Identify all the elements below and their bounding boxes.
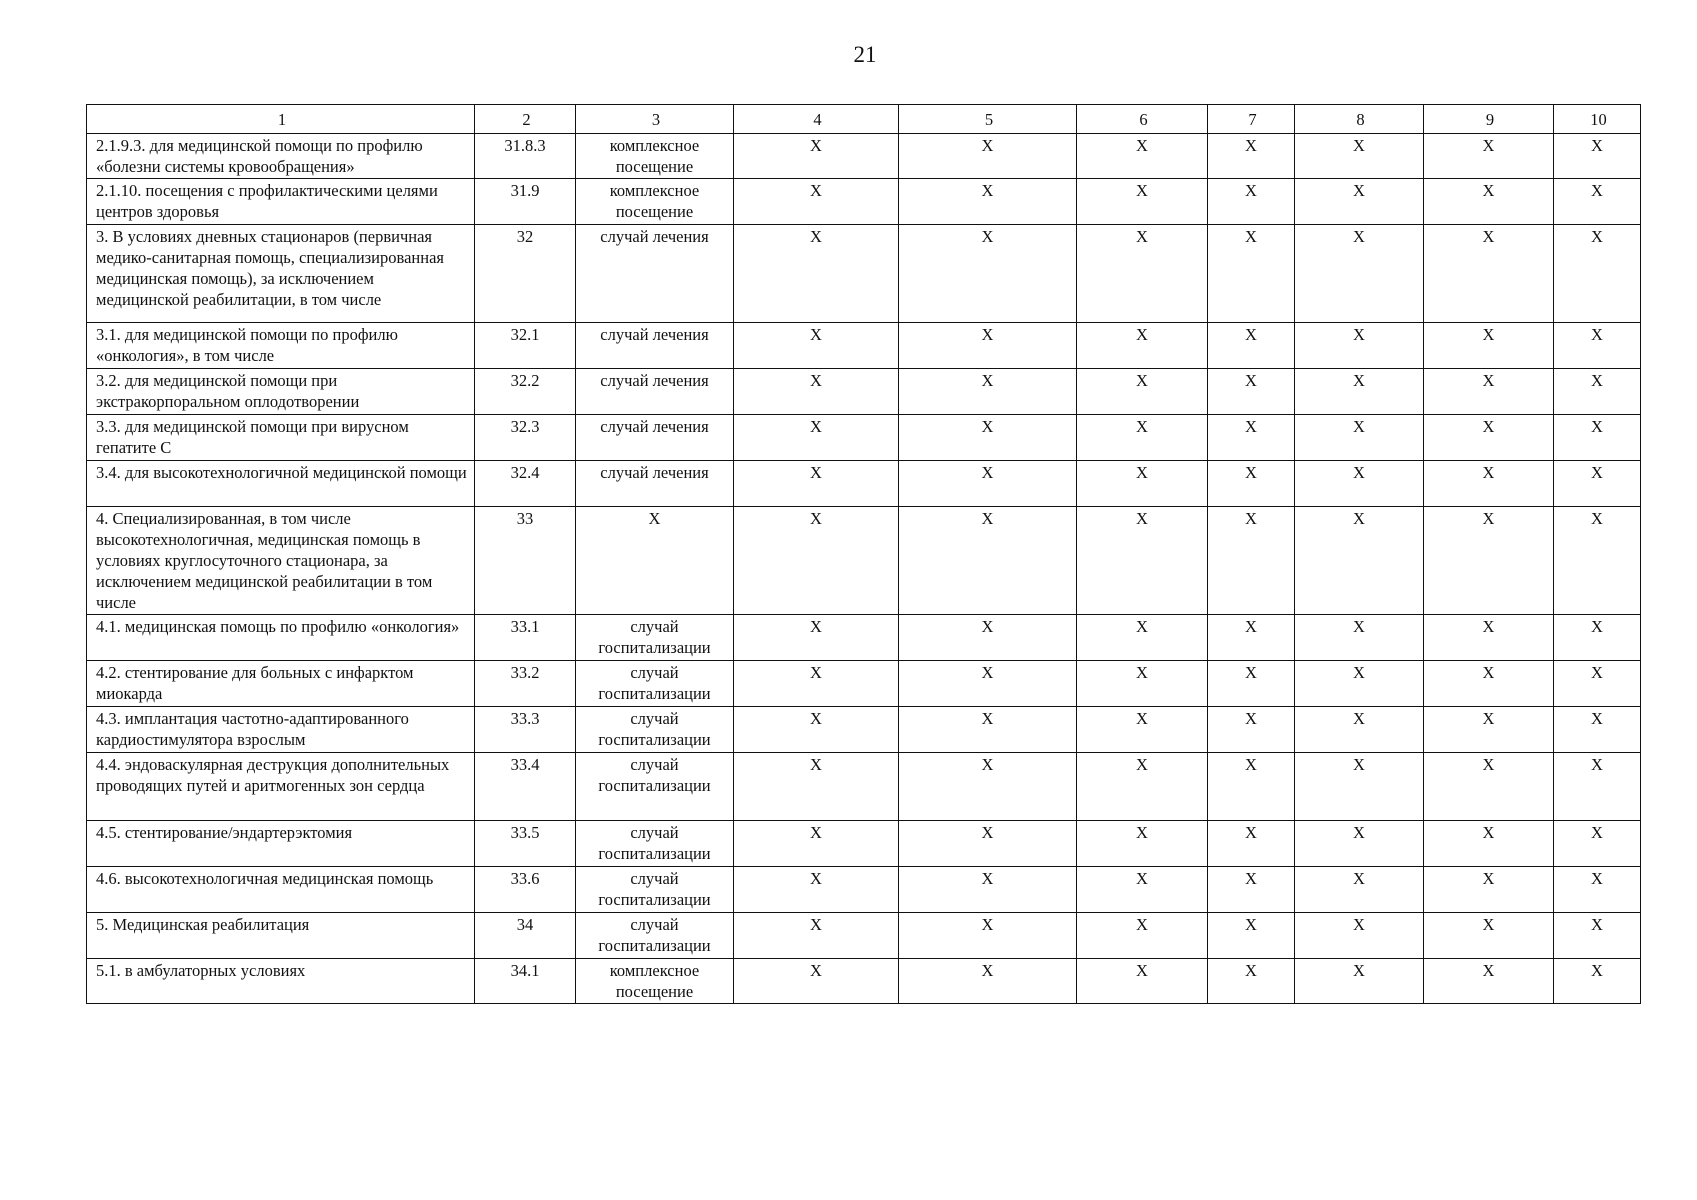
row-code-cell: 33.5 <box>475 821 576 867</box>
value-cell: X <box>1295 959 1424 1004</box>
value-cell: X <box>734 753 899 821</box>
value-cell: X <box>1554 179 1641 225</box>
value-cell: X <box>1077 323 1208 369</box>
row-name-cell: 4.3. имплантация частотно-адаптированного кардиостимулятора взрослым <box>87 707 475 753</box>
value-cell: X <box>1554 507 1641 615</box>
value-cell: X <box>1554 959 1641 1004</box>
value-cell: X <box>899 134 1077 179</box>
value-cell: X <box>1295 753 1424 821</box>
value-cell: X <box>734 821 899 867</box>
row-code-cell: 32.2 <box>475 369 576 415</box>
value-cell: X <box>1295 461 1424 507</box>
value-cell: X <box>899 615 1077 661</box>
value-cell: X <box>1554 225 1641 323</box>
row-unit-cell: случай лечения <box>576 369 734 415</box>
value-cell: X <box>1208 461 1295 507</box>
value-cell: X <box>1077 867 1208 913</box>
value-cell: X <box>1077 661 1208 707</box>
value-cell: X <box>1295 225 1424 323</box>
value-cell: X <box>1208 867 1295 913</box>
row-code-cell: 33.2 <box>475 661 576 707</box>
value-cell: X <box>734 615 899 661</box>
value-cell: X <box>899 821 1077 867</box>
value-cell: X <box>1208 323 1295 369</box>
value-cell: X <box>734 134 899 179</box>
column-header: 3 <box>576 105 734 134</box>
row-name-cell: 3.2. для медицинской помощи при экстракорпоральном оплодотворении <box>87 369 475 415</box>
row-name-cell: 4.5. стентирование/эндартерэктомия <box>87 821 475 867</box>
value-cell: X <box>734 415 899 461</box>
value-cell: X <box>1424 867 1554 913</box>
value-cell: X <box>1077 507 1208 615</box>
value-cell: X <box>1077 615 1208 661</box>
table-row <box>87 615 1641 661</box>
row-unit-cell: случай лечения <box>576 225 734 323</box>
value-cell: X <box>734 867 899 913</box>
value-cell: X <box>1554 867 1641 913</box>
value-cell: X <box>734 323 899 369</box>
value-cell: X <box>1077 369 1208 415</box>
table-row <box>87 415 1641 461</box>
value-cell: X <box>1077 415 1208 461</box>
value-cell: X <box>899 661 1077 707</box>
value-cell: X <box>1554 323 1641 369</box>
value-cell: X <box>1554 615 1641 661</box>
value-cell: X <box>1077 707 1208 753</box>
value-cell: X <box>1208 821 1295 867</box>
value-cell: X <box>899 753 1077 821</box>
row-name-cell: 2.1.10. посещения с профилактическими целями центров здоровья <box>87 179 475 225</box>
value-cell: X <box>899 323 1077 369</box>
value-cell: X <box>1554 461 1641 507</box>
row-unit-cell: случай госпитализации <box>576 753 734 821</box>
value-cell: X <box>1424 507 1554 615</box>
value-cell: X <box>1077 959 1208 1004</box>
value-cell: X <box>1208 753 1295 821</box>
row-unit-cell: случай госпитализации <box>576 615 734 661</box>
value-cell: X <box>899 461 1077 507</box>
table-row <box>87 867 1641 913</box>
value-cell: X <box>1554 369 1641 415</box>
value-cell: X <box>1554 661 1641 707</box>
row-code-cell: 31.9 <box>475 179 576 225</box>
table-header-row <box>87 105 1641 134</box>
table-row <box>87 959 1641 1004</box>
value-cell: X <box>1554 134 1641 179</box>
row-code-cell: 33.1 <box>475 615 576 661</box>
table-row <box>87 707 1641 753</box>
table-row <box>87 821 1641 867</box>
value-cell: X <box>899 867 1077 913</box>
value-cell: X <box>1208 415 1295 461</box>
value-cell: X <box>1077 225 1208 323</box>
value-cell: X <box>899 913 1077 959</box>
row-code-cell: 32.1 <box>475 323 576 369</box>
row-unit-cell: случай госпитализации <box>576 867 734 913</box>
value-cell: X <box>1424 179 1554 225</box>
row-unit-cell: случай госпитализации <box>576 661 734 707</box>
value-cell: X <box>1295 913 1424 959</box>
table-row <box>87 913 1641 959</box>
value-cell: X <box>1424 707 1554 753</box>
value-cell: X <box>899 959 1077 1004</box>
row-code-cell: 32 <box>475 225 576 323</box>
value-cell: X <box>1295 323 1424 369</box>
value-cell: X <box>1424 913 1554 959</box>
value-cell: X <box>1295 867 1424 913</box>
value-cell: X <box>1208 225 1295 323</box>
value-cell: X <box>1424 134 1554 179</box>
row-unit-cell: случай лечения <box>576 461 734 507</box>
row-unit-cell: комплексное посещение <box>576 959 734 1004</box>
value-cell: X <box>1208 661 1295 707</box>
value-cell: X <box>899 225 1077 323</box>
row-code-cell: 33.4 <box>475 753 576 821</box>
value-cell: X <box>1554 821 1641 867</box>
value-cell: X <box>1554 753 1641 821</box>
column-header: 1 <box>87 105 475 134</box>
value-cell: X <box>734 959 899 1004</box>
value-cell: X <box>1295 179 1424 225</box>
row-name-cell: 3.4. для высокотехнологичной медицинской помощи <box>87 461 475 507</box>
table-row <box>87 179 1641 225</box>
value-cell: X <box>734 461 899 507</box>
row-unit-cell: случай лечения <box>576 415 734 461</box>
row-name-cell: 4.1. медицинская помощь по профилю «онкология» <box>87 615 475 661</box>
value-cell: X <box>1295 821 1424 867</box>
value-cell: X <box>1424 369 1554 415</box>
value-cell: X <box>1208 134 1295 179</box>
value-cell: X <box>1077 821 1208 867</box>
value-cell: X <box>1295 369 1424 415</box>
value-cell: X <box>1424 615 1554 661</box>
row-unit-cell: комплексное посещение <box>576 179 734 225</box>
value-cell: X <box>1208 507 1295 615</box>
value-cell: X <box>899 507 1077 615</box>
value-cell: X <box>1424 461 1554 507</box>
value-cell: X <box>1208 913 1295 959</box>
value-cell: X <box>1554 707 1641 753</box>
row-unit-cell: случай госпитализации <box>576 913 734 959</box>
column-header: 2 <box>475 105 576 134</box>
value-cell: X <box>1424 225 1554 323</box>
value-cell: X <box>734 369 899 415</box>
value-cell: X <box>1295 507 1424 615</box>
column-header: 7 <box>1208 105 1295 134</box>
value-cell: X <box>1424 959 1554 1004</box>
value-cell: X <box>1208 707 1295 753</box>
value-cell: X <box>1077 913 1208 959</box>
row-code-cell: 34.1 <box>475 959 576 1004</box>
value-cell: X <box>734 179 899 225</box>
row-name-cell: 2.1.9.3. для медицинской помощи по профилю «болезни системы кровообращения» <box>87 134 475 179</box>
value-cell: X <box>1295 415 1424 461</box>
row-name-cell: 5. Медицинская реабилитация <box>87 913 475 959</box>
value-cell: X <box>1424 661 1554 707</box>
value-cell: X <box>1295 615 1424 661</box>
value-cell: X <box>1077 179 1208 225</box>
table-row <box>87 461 1641 507</box>
row-code-cell: 31.8.3 <box>475 134 576 179</box>
value-cell: X <box>1077 134 1208 179</box>
value-cell: X <box>1554 913 1641 959</box>
value-cell: X <box>1077 753 1208 821</box>
table-row <box>87 323 1641 369</box>
row-unit-cell: случай лечения <box>576 323 734 369</box>
value-cell: X <box>1295 661 1424 707</box>
column-header: 4 <box>734 105 899 134</box>
value-cell: X <box>734 661 899 707</box>
value-cell: X <box>1424 753 1554 821</box>
column-header: 5 <box>899 105 1077 134</box>
table-body <box>87 105 1641 1004</box>
table-row <box>87 507 1641 615</box>
page-number: 21 <box>853 42 877 67</box>
table-row <box>87 369 1641 415</box>
row-code-cell: 32.4 <box>475 461 576 507</box>
row-name-cell: 3. В условиях дневных стационаров (первичная медико-санитарная помощь, специализированная медицинская помощь), за исключением медицинской реабилитации, в том числе <box>87 225 475 323</box>
table-row <box>87 753 1641 821</box>
value-cell: X <box>899 415 1077 461</box>
value-cell: X <box>899 707 1077 753</box>
row-unit-cell: случай госпитализации <box>576 707 734 753</box>
table-row <box>87 134 1641 179</box>
row-code-cell: 33 <box>475 507 576 615</box>
value-cell: X <box>1208 179 1295 225</box>
row-unit-cell: комплексное посещение <box>576 134 734 179</box>
value-cell: X <box>1424 821 1554 867</box>
row-name-cell: 4.2. стентирование для больных с инфарктом миокарда <box>87 661 475 707</box>
row-name-cell: 3.3. для медицинской помощи при вирусном гепатите С <box>87 415 475 461</box>
row-name-cell: 3.1. для медицинской помощи по профилю «онкология», в том числе <box>87 323 475 369</box>
column-header: 8 <box>1295 105 1424 134</box>
value-cell: X <box>1077 461 1208 507</box>
row-name-cell: 4. Специализированная, в том числе высокотехнологичная, медицинская помощь в условиях круглосуточного стационара, за исключением медицинской реабилитации в том числе <box>87 507 475 615</box>
value-cell: X <box>734 225 899 323</box>
table-row <box>87 661 1641 707</box>
value-cell: X <box>1208 615 1295 661</box>
value-cell: X <box>734 913 899 959</box>
data-table <box>86 104 1641 1004</box>
value-cell: X <box>734 707 899 753</box>
value-cell: X <box>734 507 899 615</box>
column-header: 10 <box>1554 105 1641 134</box>
value-cell: X <box>899 369 1077 415</box>
value-cell: X <box>1295 707 1424 753</box>
value-cell: X <box>1424 323 1554 369</box>
value-cell: X <box>1424 415 1554 461</box>
row-unit-cell: случай госпитализации <box>576 821 734 867</box>
row-name-cell: 4.6. высокотехнологичная медицинская помощь <box>87 867 475 913</box>
row-name-cell: 4.4. эндоваскулярная деструкция дополнительных проводящих путей и аритмогенных зон сердца <box>87 753 475 821</box>
row-code-cell: 32.3 <box>475 415 576 461</box>
column-header: 6 <box>1077 105 1208 134</box>
row-code-cell: 34 <box>475 913 576 959</box>
row-unit-cell: X <box>576 507 734 615</box>
table-row <box>87 225 1641 323</box>
row-name-cell: 5.1. в амбулаторных условиях <box>87 959 475 1004</box>
row-code-cell: 33.6 <box>475 867 576 913</box>
value-cell: X <box>899 179 1077 225</box>
row-code-cell: 33.3 <box>475 707 576 753</box>
column-header: 9 <box>1424 105 1554 134</box>
value-cell: X <box>1554 415 1641 461</box>
value-cell: X <box>1208 369 1295 415</box>
value-cell: X <box>1295 134 1424 179</box>
value-cell: X <box>1208 959 1295 1004</box>
